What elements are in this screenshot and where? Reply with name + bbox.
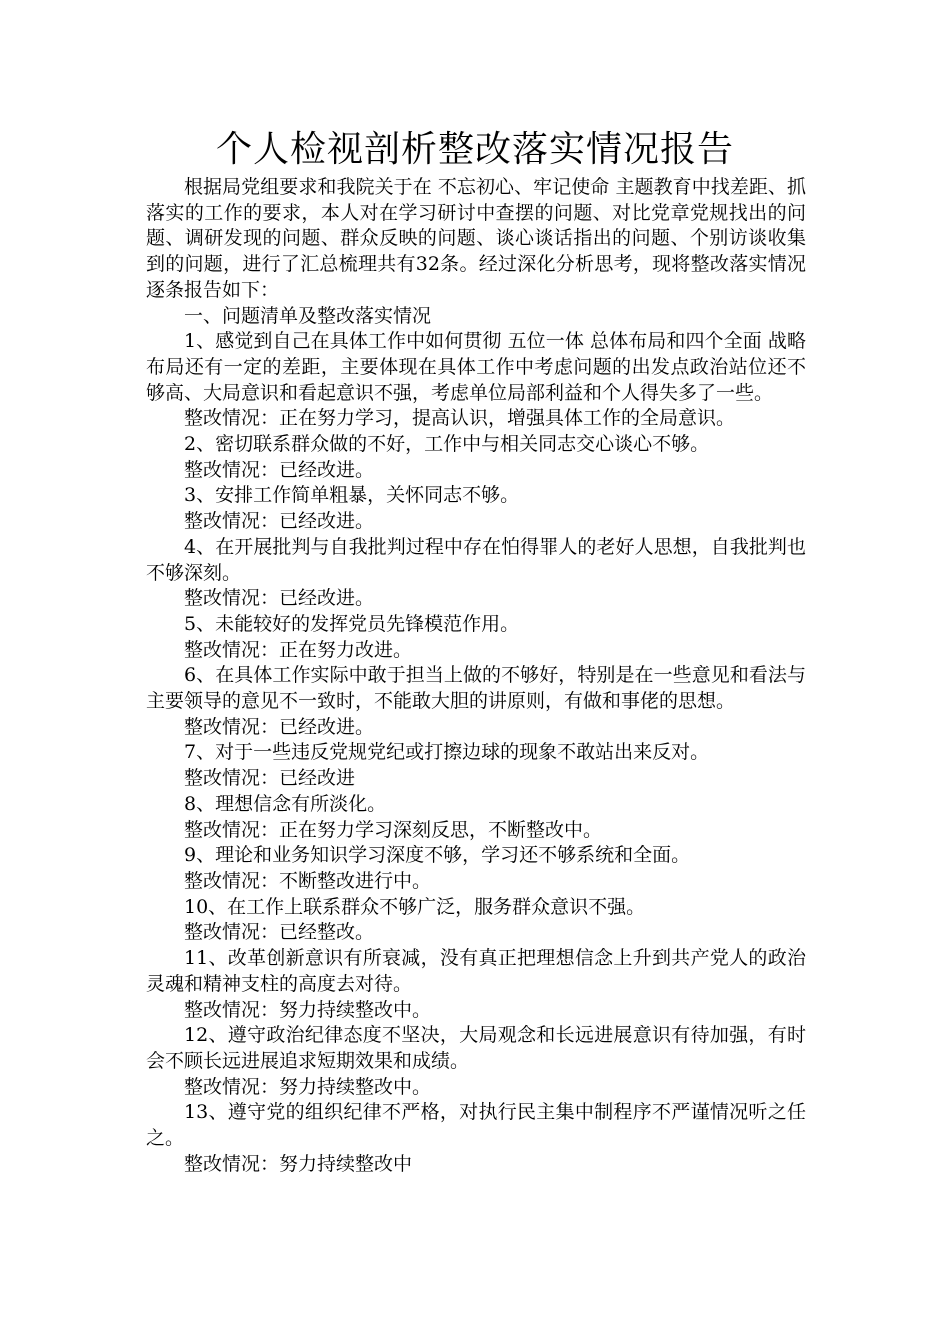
issue-item: 1、感觉到自己在具体工作中如何贯彻 五位一体 总体布局和四个全面 战略布局还有一定的差距，主要体现在具体工作中考虑问题的出发点政治站位还不够高、大局意识和看起意识不强，考虑单位局部利益和个人得失多了一些。 [146, 330, 806, 404]
section-heading: 一、问题清单及整改落实情况 [184, 304, 432, 327]
rectification-status: 整改情况：已经改进。 [184, 510, 375, 533]
issue-item: 5、未能较好的发挥党员先锋模范作用。 [184, 612, 520, 635]
issue-item: 7、对于一些违反党规党纪或打擦边球的现象不敢站出来反对。 [184, 741, 710, 764]
issue-item: 10、在工作上联系群众不够广泛，服务群众意识不强。 [184, 895, 646, 918]
rectification-status: 整改情况：已经改进。 [184, 458, 375, 481]
rectification-status: 整改情况：已经改进 [184, 767, 356, 790]
rectification-status: 整改情况：努力持续整改中。 [184, 998, 432, 1021]
rectification-status: 整改情况：不断整改进行中。 [184, 869, 432, 892]
issue-item: 3、安排工作简单粗暴，关怀同志不够。 [184, 484, 520, 507]
issue-item: 2、密切联系群众做的不好，工作中与相关同志交心谈心不够。 [184, 433, 710, 456]
rectification-status: 整改情况：已经整改。 [184, 921, 375, 944]
rectification-status: 整改情况：已经改进。 [184, 715, 375, 738]
issue-item: 8、理想信念有所淡化。 [184, 792, 387, 815]
rectification-status: 整改情况：正在努力学习深刻反思，不断整改中。 [184, 818, 603, 841]
rectification-status: 整改情况：正在努力学习，提高认识，增强具体工作的全局意识。 [184, 407, 736, 430]
issue-item: 9、理论和业务知识学习深度不够，学习还不够系统和全面。 [184, 844, 691, 867]
document-title: 个人检视剖析整改落实情况报告 [215, 129, 734, 170]
rectification-status: 整改情况：努力持续整改中 [184, 1152, 413, 1175]
issue-item: 6、在具体工作实际中敢于担当上做的不够好，特别是在一些意见和看法与主要领导的意见不一致时，不能敢大胆的讲原则，有做和事佬的思想。 [146, 664, 806, 713]
issue-item: 11、改革创新意识有所衰减，没有真正把理想信念上升到共产党人的政治灵魂和精神支柱的高度去对待。 [146, 947, 806, 995]
rectification-status: 整改情况：努力持续整改中。 [184, 1075, 432, 1098]
issue-item: 12、遵守政治纪律态度不坚决，大局观念和长远进展意识有待加强，有时会不顾长远进展追求短期效果和成绩。 [146, 1024, 806, 1072]
document-body [146, 175, 806, 1177]
rectification-status: 整改情况：已经改进。 [184, 587, 375, 610]
issue-item: 4、在开展批判与自我批判过程中存在怕得罪人的老好人思想，自我批判也不够深刻。 [146, 535, 806, 584]
paragraph: 根据局党组要求和我院关于在 不忘初心、牢记使命 主题教育中找差距、抓落实的工作的要求，本人对在学习研讨中查摆的问题、对比党章党规找出的问题、调研发现的问题、群众反映的问题、谈心谈话指出的问题、个别访谈收集到的问题，进行了汇总梳理共有32条。经过深化分析思考，现将整改落实情况逐条报告如下： [146, 176, 806, 301]
rectification-status: 整改情况：正在努力改进。 [184, 638, 413, 661]
issue-item: 13、遵守党的组织纪律不严格，对执行民主集中制程序不严谨情况听之任之。 [146, 1101, 806, 1150]
